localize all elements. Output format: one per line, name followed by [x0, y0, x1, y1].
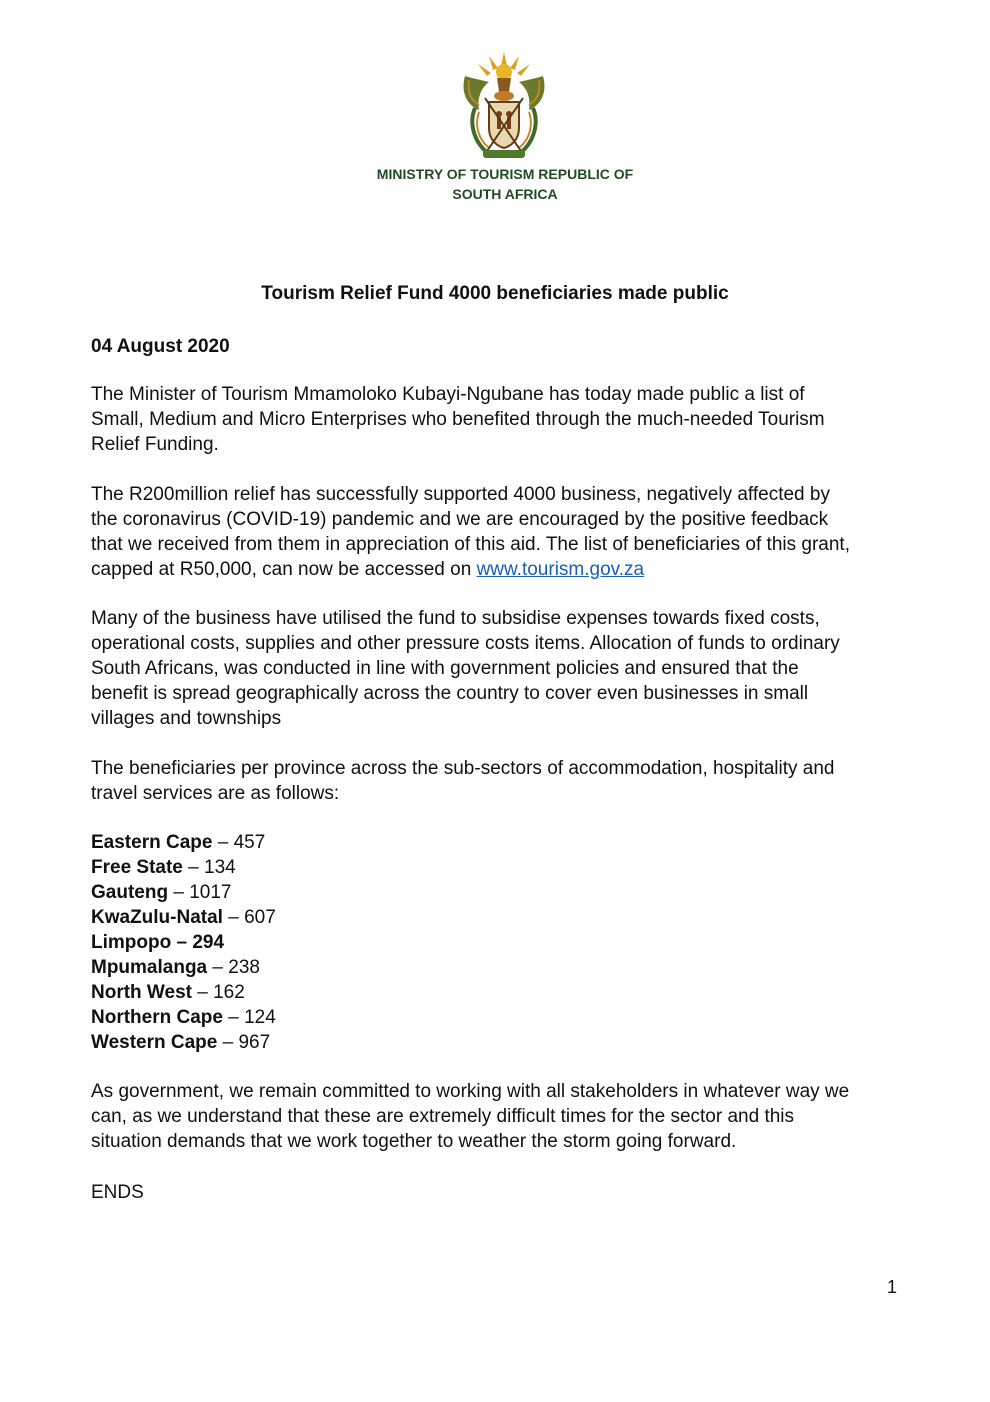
- list-item: [91, 855, 276, 880]
- page-number: 1: [887, 1277, 898, 1297]
- ends-marker: ENDS: [91, 1182, 144, 1203]
- paragraph-announcement: [91, 382, 906, 457]
- ministry-name-line-1: MINISTRY OF TOURISM REPUBLIC OF: [376, 166, 634, 182]
- province-name: Northern Cape: [91, 1007, 223, 1028]
- province-name: Western Cape: [91, 1032, 218, 1053]
- province-name: Eastern Cape: [91, 832, 213, 853]
- paragraph-line: The beneficiaries per province across the sub-sectors of accommodation, hospitality and: [91, 758, 835, 779]
- province-dash: –: [217, 1032, 239, 1053]
- paragraph-fund-usage: [91, 606, 906, 731]
- list-item: [91, 980, 276, 1005]
- province-count: 162: [213, 982, 245, 1003]
- paragraph-line: benefit is spread geographically across the country to cover even businesses in small: [91, 683, 809, 704]
- paragraph-province-intro: [91, 756, 906, 806]
- paragraph-line: can, as we understand that these are extremely difficult times for the sector and this: [91, 1106, 795, 1127]
- list-item: [91, 1005, 276, 1030]
- province-name: KwaZulu-Natal: [91, 907, 223, 928]
- province-dash: –: [212, 832, 234, 853]
- paragraph-line: South Africans, was conducted in line with government policies and ensured that the: [91, 658, 799, 679]
- coat-of-arms-icon: [459, 50, 549, 162]
- paragraph-line: capped at R50,000, can now be accessed on: [91, 559, 477, 580]
- list-item: [91, 830, 276, 855]
- province-name: North West: [91, 982, 192, 1003]
- document-date: 04 August 2020: [91, 336, 230, 357]
- paragraph-line: situation demands that we work together to weather the storm going forward.: [91, 1131, 737, 1152]
- paragraph-commitment: [91, 1079, 906, 1154]
- province-count: 607: [244, 907, 276, 928]
- province-name: Free State: [91, 857, 183, 878]
- province-count: 457: [233, 832, 266, 853]
- province-count: 967: [238, 1032, 271, 1053]
- province-name: Limpopo – 294: [91, 932, 225, 953]
- paragraph-line: As government, we remain committed to working with all stakeholders in whatever way we: [91, 1081, 850, 1102]
- paragraph-line: that we received from them in appreciation of this aid. The list of beneficiaries of this grant,: [91, 534, 850, 555]
- list-item: [91, 955, 276, 980]
- province-count: 124: [244, 1007, 276, 1028]
- province-dash: –: [222, 1007, 245, 1028]
- list-item: [91, 880, 276, 905]
- paragraph-line: travel services are as follows:: [91, 783, 340, 804]
- province-dash: –: [168, 882, 190, 903]
- list-item: [91, 930, 276, 955]
- province-dash: –: [222, 907, 245, 928]
- province-count: 134: [204, 857, 236, 878]
- document-title: Tourism Relief Fund 4000 beneficiaries made public: [261, 283, 729, 304]
- tourism-website-link[interactable]: www.tourism.gov.za: [476, 559, 645, 580]
- province-dash: –: [191, 982, 214, 1003]
- province-dash: –: [207, 957, 229, 978]
- paragraph-line: Relief Funding.: [91, 434, 219, 455]
- paragraph-line: villages and townships: [91, 708, 282, 729]
- paragraph-line: the coronavirus (COVID-19) pandemic and we are encouraged by the positive feedback: [91, 509, 829, 530]
- list-item: [91, 905, 276, 930]
- paragraph-line: Many of the business have utilised the fund to subsidise expenses towards fixed costs,: [91, 608, 820, 629]
- province-count: 238: [228, 957, 260, 978]
- province-beneficiary-list: [91, 830, 276, 1055]
- province-name: Mpumalanga: [91, 957, 208, 978]
- paragraph-line: Small, Medium and Micro Enterprises who benefited through the much-needed Tourism: [91, 409, 825, 430]
- paragraph-line: The R200million relief has successfully supported 4000 business, negatively affected by: [91, 484, 830, 505]
- ministry-name-line-2: SOUTH AFRICA: [452, 186, 558, 202]
- paragraph-relief-details: [91, 482, 906, 582]
- paragraph-line: operational costs, supplies and other pressure costs items. Allocation of funds to ordinary: [91, 633, 840, 654]
- province-dash: –: [182, 857, 204, 878]
- list-item: [91, 1030, 276, 1055]
- paragraph-line: The Minister of Tourism Mmamoloko Kubayi-Ngubane has today made public a list of: [91, 384, 805, 405]
- province-name: Gauteng: [91, 882, 169, 903]
- province-count: 1017: [189, 882, 232, 903]
